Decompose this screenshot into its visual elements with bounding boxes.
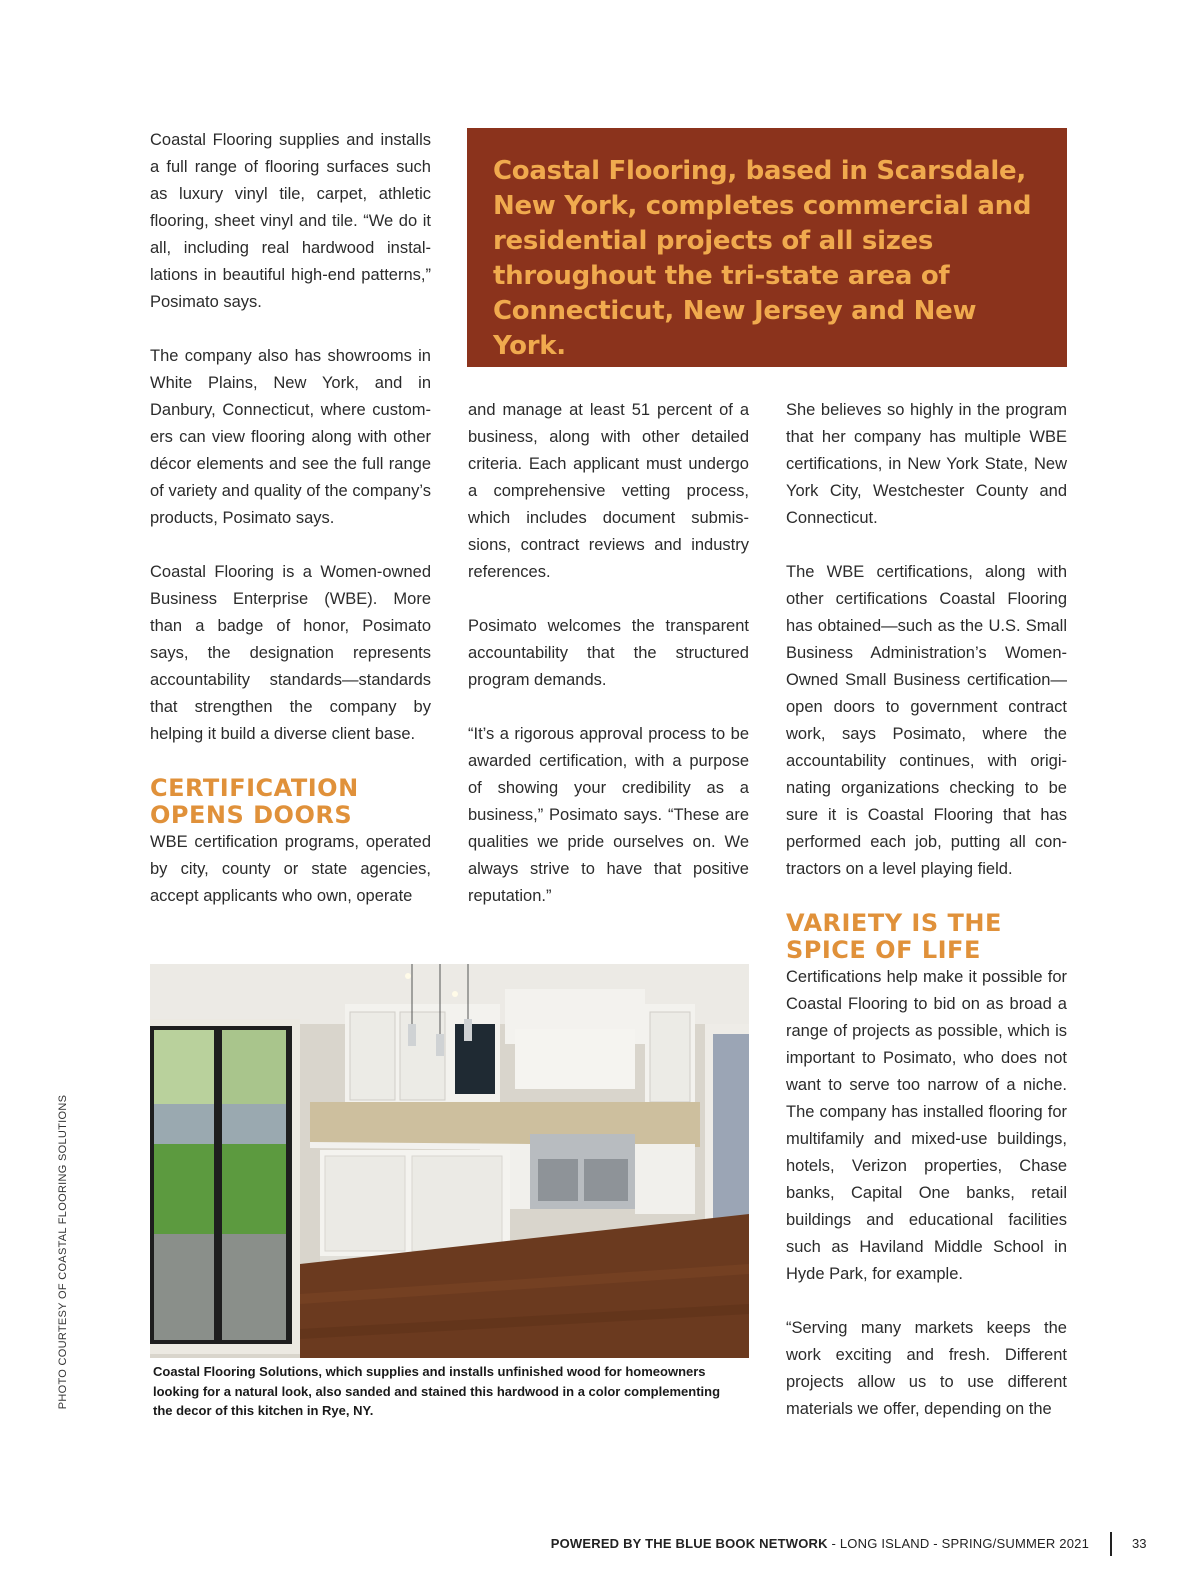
body-paragraph: The company also has showrooms in White Plains, New York, and in Danbury, Connecticut, where customers can view flooring along with other décor elements and see the full range of variety and quality of the company’s products, Posimato says. [150, 347, 431, 527]
footer [551, 1536, 1089, 1551]
footer-brand: POWERED BY THE BLUE BOOK NETWORK [550, 1536, 828, 1551]
body-paragraph: Coastal Flooring is a Women-owned Business Enterprise (WBE). More than a badge of honor, Posimato says, the designation represents accountability standards—standards that strengthen the company by helping it build a diverse client base. [150, 563, 431, 743]
body-paragraph: “It’s a rigorous approval process to be awarded certification, with a purpose of showing your credibility as a business,” Posimato says. “These are qualities we pride ourselves on. We always strive to have that positive reputation.” [468, 725, 749, 905]
body-paragraph: WBE certification programs, operated by city, county or state agencies, accept applicants who own, operate [150, 833, 431, 905]
kitchen-photo [150, 964, 749, 1358]
body-paragraph: The WBE certifications, along with other certifications Coastal Flooring has obtained—such as the U.S. Small Business Administration’s Women-Owned Small Business certification—open doors to government contract work, says Posimato, where the accountability continues, with originating organizations checking to be sure it is Coastal Flooring that has performed each job, putting all contractors on a level playing field. [786, 563, 1067, 878]
section-heading-certification: CERTIFICATION OPENS DOORS [150, 774, 359, 829]
photo-credit: PHOTO COURTESY OF COASTAL FLOORING SOLUTIONS [57, 1094, 69, 1410]
body-paragraph: Coastal Flooring supplies and installs a full range of flooring surfaces such as luxury vinyl tile, carpet, athletic flooring, sheet vinyl and tile. “We do it all, including real hardwood installations in beautiful high-end patterns,” Posimato says. [150, 131, 431, 311]
article-column-3 [786, 397, 1067, 1423]
photo-caption: Coastal Flooring Solutions, which supplies and installs unfinished wood for homeowners looking for a natural look, also sanded and stained this hardwood in a color complementing the decor of this kitchen in Rye, NY. [153, 1364, 721, 1418]
section-heading-variety: VARIETY IS THE SPICE OF LIFE [786, 909, 1002, 964]
article-column-1 [150, 127, 431, 910]
page-number: 33 [1132, 1536, 1147, 1551]
pull-quote-box [467, 128, 1067, 367]
body-paragraph: Posimato welcomes the transparent accountability that the structured program demands. [468, 617, 749, 689]
pull-quote-text: Coastal Flooring, based in Scarsdale, New York, completes commercial and residential projects of all sizes throughout the tri-state area of Connecticut, New Jersey and New York. [493, 156, 1032, 361]
body-paragraph: and manage at least 51 percent of a business, along with other detailed criteria. Each applicant must undergo a comprehensive vetting process, which includes document submissions, contract reviews and industry references. [468, 401, 749, 581]
body-paragraph: Certifications help make it possible for Coastal Flooring to bid on as broad a range of projects as possible, which is important to Posimato, who does not want to serve too narrow of a niche. The company has installed flooring for multifamily and mixed-use buildings, hotels, Verizon properties, Chase banks, Capital One banks, retail buildings and educational facilities such as Haviland Middle School in Hyde Park, for example. [786, 968, 1067, 1283]
article-column-2 [468, 397, 749, 910]
body-paragraph: She believes so highly in the program that her company has multiple WBE certifications, in New York State, New York City, Westchester County and Connecticut. [786, 401, 1067, 527]
footer-edition: - LONG ISLAND - SPRING/SUMMER 2021 [827, 1536, 1089, 1551]
body-paragraph: “Serving many markets keeps the work exciting and fresh. Different projects allow us to use different materials we offer, depending on the [786, 1319, 1067, 1418]
footer-divider [1110, 1532, 1112, 1556]
